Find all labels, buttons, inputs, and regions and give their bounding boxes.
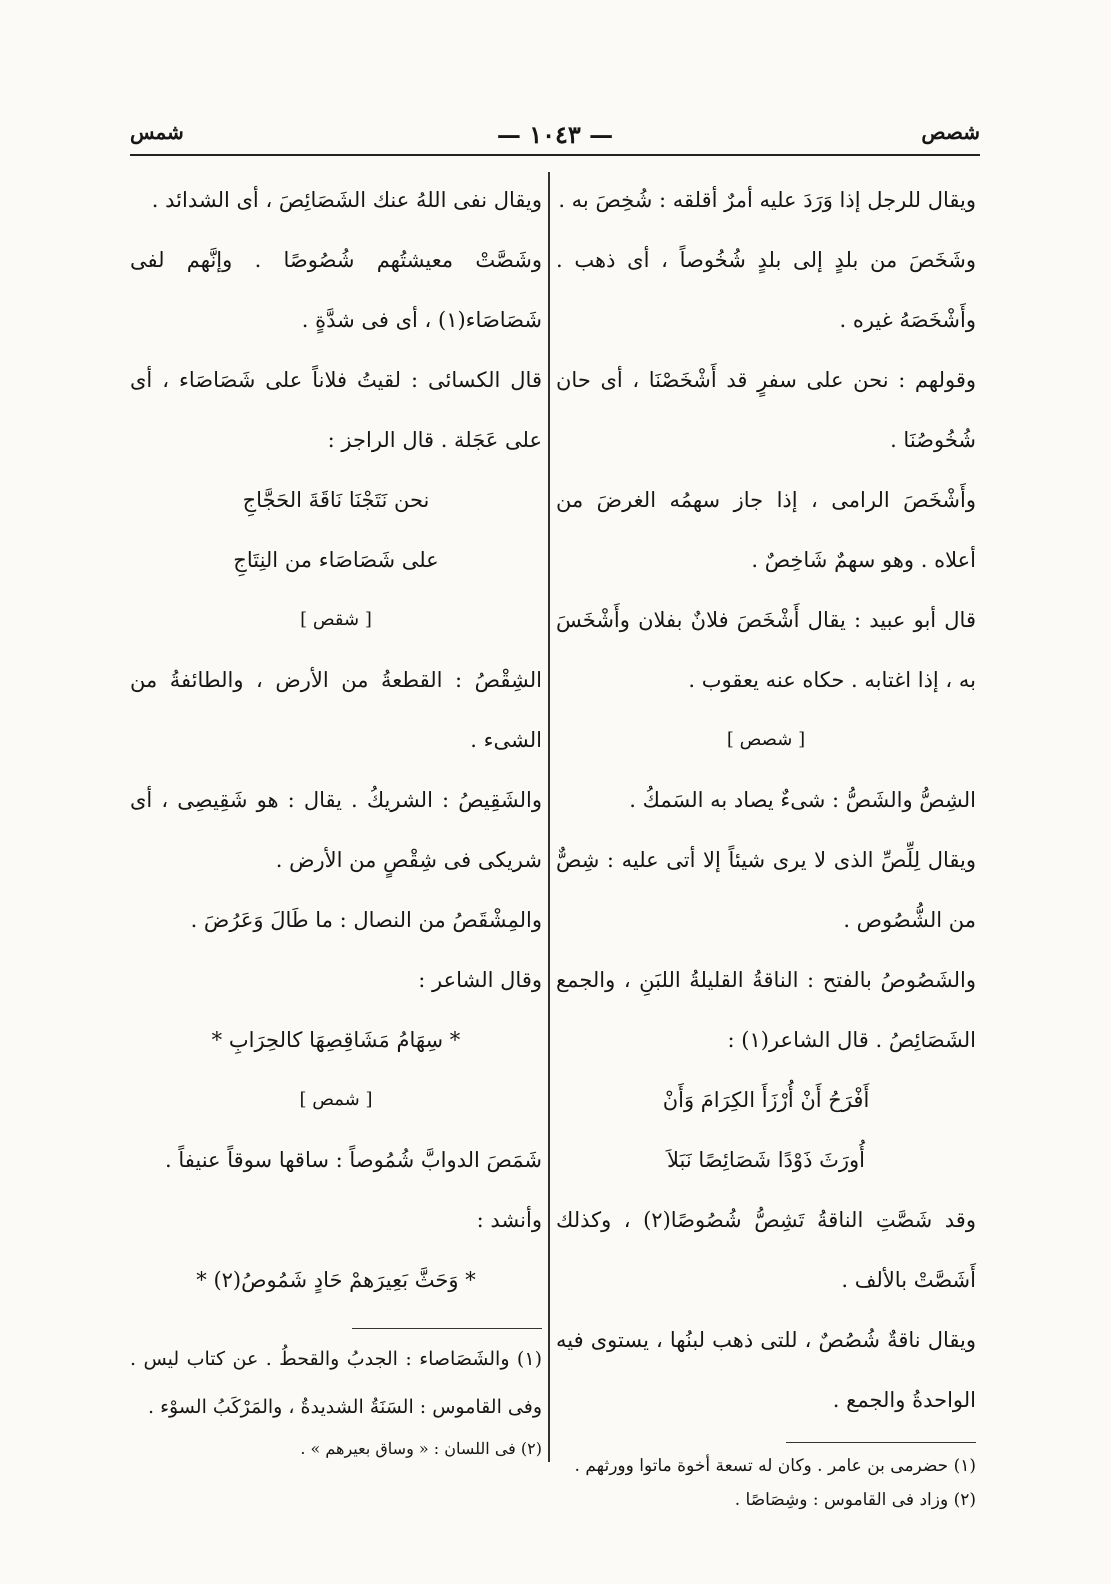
- entry-paragraph: ويقال نفى اللهُ عنك الشَصَائِصَ ، أى الشدائد .: [151, 188, 542, 212]
- entry-heading: [ شصص ]: [726, 729, 806, 750]
- entry-paragraph: ويقال لِلِّصِّ الذى لا يرى شيئاً إلا أتى عليه : شِصٌّ من الشُّصُوص .: [556, 848, 976, 932]
- entry-paragraph: ويقال ناقةٌ شُصُصٌ ، للتى ذهب لبنُها ، يستوى فيه الواحدةُ والجمع .: [556, 1328, 976, 1412]
- entry-paragraph: والمِشْقَصُ من النصال : ما طَالَ وَعَرُضَ .: [190, 908, 542, 932]
- left-footnotes: [130, 1335, 542, 1467]
- left-footnote-rule: [352, 1328, 542, 1329]
- entry-paragraph: وأَشْخَصَ الرامى ، إذا جاز سهمُه الغرضَ من أعلاه . وهو سهمٌ شَاخِصٌ .: [556, 488, 976, 572]
- entry-paragraph: قال الكسائى : لقيتُ فلاناً على شَصَاصَاء ، أى على عَجَلة . قال الراجز :: [130, 368, 542, 452]
- footnote: (٢) فى اللسان : « وساق بعيرهم » .: [300, 1439, 542, 1458]
- entry-paragraph: الشِقْصُ : القطعةُ من الأرض ، والطائفةُ من الشىء .: [130, 668, 542, 752]
- page-number: — ١٠٤٣ —: [496, 120, 614, 149]
- verse-line: * وَحَثَّ بَعِيرَهمْ حَادٍ شَمُوصُ(٢) *: [196, 1268, 476, 1292]
- footnote: (٢) وزاد فى القاموس : وشِصَاصًا .: [734, 1490, 976, 1510]
- entry-paragraph: وشَخَصَ من بلدٍ إلى بلدٍ شُخُوصاً ، أى ذهب . وأَشْخَصَهُ غيره .: [556, 248, 976, 332]
- right-footnote-rule: [786, 1442, 976, 1443]
- right-footnotes: [556, 1449, 976, 1517]
- entry-paragraph: والشَصُوصُ بالفتح : الناقةُ القليلةُ اللبَنِ ، والجمع الشَصَائِصُ . قال الشاعر(١) :: [556, 968, 976, 1052]
- entry-heading: [ شمص ]: [299, 1089, 373, 1110]
- left-column: [130, 170, 542, 1467]
- verse-line: نحن نَتَجْنَا نَاقَةَ الحَجَّاجِ: [242, 488, 430, 512]
- entry-paragraph: قال أبو عبيد : يقال أَشْخَصَ فلانٌ بفلان وأَشْخَسَ به ، إذا اغتابه . حكاه عنه يعقوب .: [556, 608, 976, 692]
- footnote: (١) والشَصَاصاء : الجدبُ والقحطُ . عن كتاب ليس . وفى القاموس : السَنَةُ الشديدةُ ، والمَرْكَبُ السوْء .: [130, 1348, 542, 1418]
- verse-line: * سِهَامُ مَشَاقِصِهَا كالحِرَابِ *: [211, 1028, 461, 1052]
- entry-paragraph: وأنشد :: [476, 1208, 542, 1232]
- header-left-word: شمس: [130, 120, 184, 144]
- right-column-entries: [556, 170, 976, 1430]
- verse-line: أُورَثَ ذَوْدًا شَصَائِصًا نَبَلاَ: [667, 1148, 865, 1172]
- verse-line: على شَصَاصَاء من النِتَاجِ: [233, 548, 439, 572]
- entry-paragraph: الشِصُّ والشَصُّ : شىءٌ يصاد به السَمكُ .: [629, 788, 976, 812]
- header-rule: [130, 154, 980, 156]
- header-right-word: شصص: [921, 120, 980, 144]
- footnote: (١) حضرمى بن عامر . وكان له تسعة أخوة ماتوا وورثهم .: [574, 1456, 976, 1476]
- left-column-entries: [130, 170, 542, 1310]
- running-header: [130, 120, 980, 156]
- entry-paragraph: وقال الشاعر :: [418, 968, 542, 992]
- entry-heading: [ شقص ]: [300, 609, 372, 630]
- column-divider: [548, 172, 550, 1462]
- verse-line: أَفْرَحُ أَنْ أُرْزَأَ الكِرَامَ وَأَنْ: [662, 1088, 870, 1112]
- entry-paragraph: وقد شَصَّتِ الناقةُ تَشِصُّ شُصُوصًا(٢) ، وكذلك أَشَصَّتْ بالألف .: [556, 1208, 976, 1292]
- entry-paragraph: ويقال للرجل إذا وَرَدَ عليه أمرٌ أقلقه : شُخِصَ به .: [558, 188, 976, 212]
- right-column: [556, 170, 976, 1517]
- entry-paragraph: وشَصَّتْ معيشتُهم شُصُوصًا . وإنَّهم لفى شَصَاصَاء(١) ، أى فى شدَّةٍ .: [130, 248, 542, 332]
- entry-paragraph: شَمَصَ الدوابَّ شُمُوصاً : ساقها سوقاً عنيفاً .: [165, 1148, 542, 1172]
- entry-paragraph: والشَقِيصُ : الشريكُ . يقال : هو شَقِيصِى ، أى شريكى فى شِقْصٍ من الأرض .: [130, 788, 542, 872]
- entry-paragraph: وقولهم : نحن على سفرٍ قد أَشْخَصْنَا ، أى حان شُخُوصُنَا .: [556, 368, 976, 452]
